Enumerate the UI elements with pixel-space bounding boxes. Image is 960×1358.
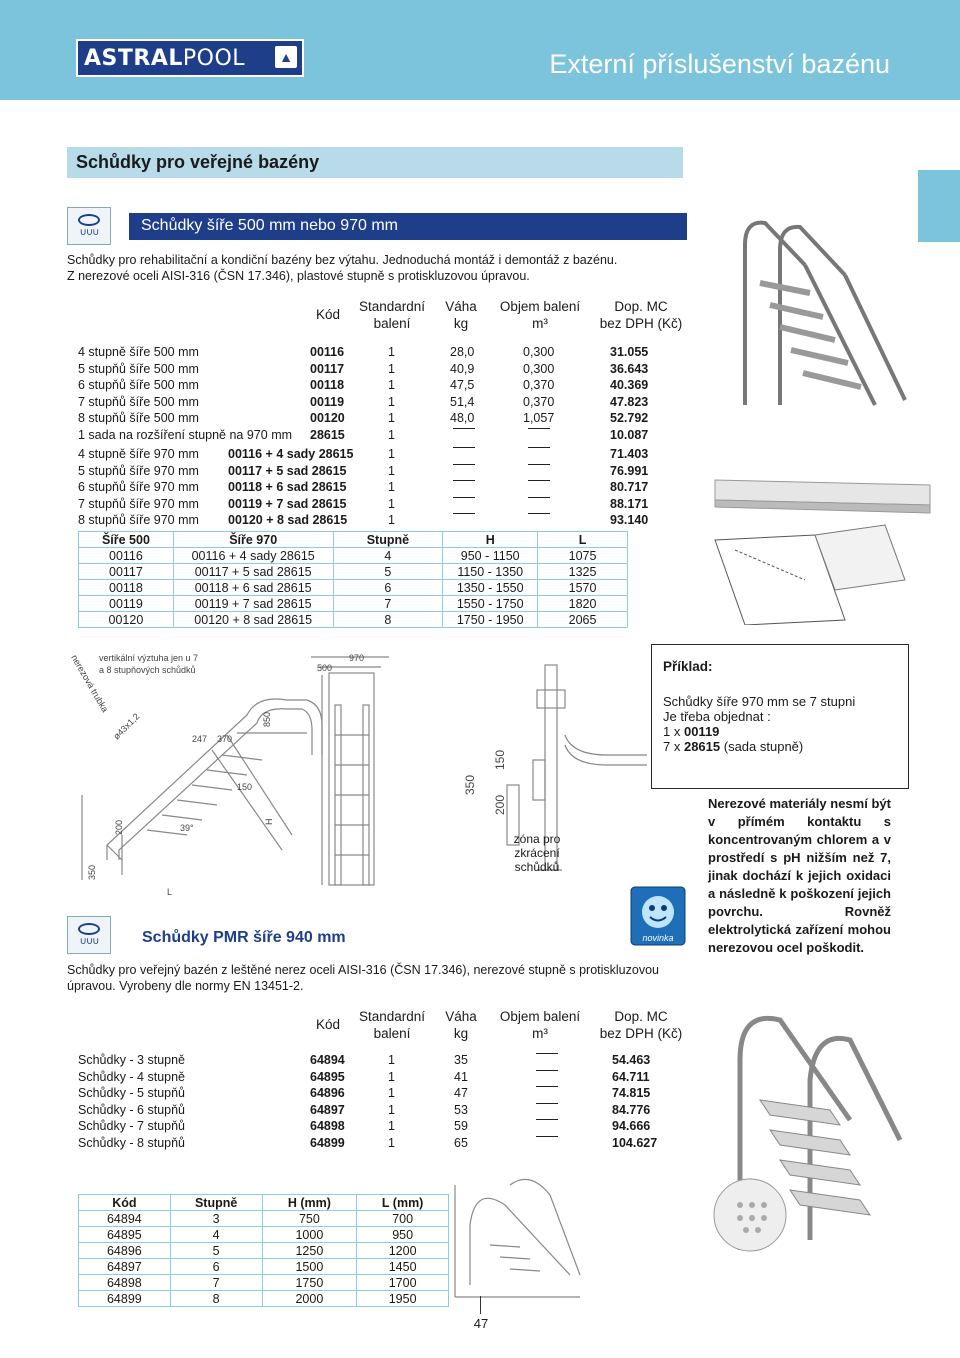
table-row [78, 497, 688, 514]
table-cell: 750 [262, 1211, 357, 1227]
table-row [78, 378, 688, 395]
cell-weight: 53 [454, 1102, 468, 1117]
cell-code: 64895 [310, 1069, 345, 1084]
dim-150: 150 [237, 782, 253, 792]
cell-volume: 0,300 [523, 361, 555, 376]
th-kod: Kód [315, 307, 341, 322]
table-row [78, 1119, 688, 1136]
astralpool-logo [76, 39, 304, 77]
table-cell: 2065 [538, 612, 628, 628]
column-header: Šíře 500 [79, 532, 174, 548]
dim-150b: 150 [493, 749, 507, 770]
subsection-1-heading [67, 205, 687, 247]
cell-weight: 48,0 [450, 411, 475, 425]
th-standard: Standardní balení [358, 299, 426, 331]
section-title: Schůdky pro veřejné bazény [76, 152, 320, 172]
table-cell: 7 [170, 1275, 262, 1291]
table-cell: 950 - 1150 [443, 548, 538, 564]
cell-name: 7 stupňů šíře 970 mm [78, 496, 199, 511]
column-header: H [443, 532, 538, 548]
dim-200: 200 [114, 819, 124, 835]
table-cell: 00118 + 6 sad 28615 [173, 580, 333, 596]
table-row [78, 1136, 688, 1153]
table-row [78, 447, 688, 464]
cell-code: 00118 [310, 378, 345, 392]
subsection-2-description [67, 962, 692, 994]
table-cell: 1325 [538, 564, 628, 580]
subsection-2-title: Schůdky PMR šíře 940 mm [142, 929, 346, 946]
cell-pack: 1 [388, 447, 395, 461]
table-cell: 1950 [357, 1291, 449, 1307]
cell-pack: 1 [388, 345, 395, 359]
table-row [79, 1259, 449, 1275]
cell-name: 6 stupňů šíře 500 mm [78, 378, 199, 392]
cell-volume: 0,370 [523, 378, 555, 392]
warning-text: Nerezové materiály nesmí být v přímém kontaktu s koncentrovaným chlorem a v prostředí s pH nižším než 7, jinak dochází k jejich oxidaci a následně k poškození jejich povrchu. Rovněž elektrolytická zařízení mohou nerezovou ocel poškodit. [708, 796, 891, 955]
label-zone-1: zóna pro [513, 832, 561, 846]
column-header: Kód [79, 1195, 171, 1211]
cell-name: 6 stupňů šíře 970 mm [78, 480, 199, 494]
cell-price: 40.369 [610, 378, 649, 392]
cell-pack: 1 [388, 378, 395, 392]
table-cell: 00120 + 8 sad 28615 [173, 612, 333, 628]
cell-pack: 1 [388, 1102, 395, 1117]
dim-tube: ø43x1,2 [111, 711, 142, 742]
cell-weight: 28,0 [450, 345, 475, 359]
cell-pack: 1 [388, 394, 395, 409]
label-rib-2: a 8 stupňových schůdků [99, 665, 196, 675]
th2-kod: Kód [315, 1017, 341, 1032]
example-line-2: Je třeba objednat : [663, 709, 771, 724]
cell-pack: 1 [388, 411, 395, 425]
cell-name: 4 stupně šíře 500 mm [78, 345, 199, 359]
label-zone-3: schůdků [514, 860, 560, 874]
cell-weight: 35 [454, 1053, 468, 1067]
cell-name: Schůdky - 7 stupňů [78, 1119, 186, 1133]
table-row [78, 428, 688, 445]
dim-350b: 350 [463, 774, 477, 795]
table-row [78, 480, 688, 497]
table-cell: 00120 [79, 612, 174, 628]
table-row [78, 513, 688, 530]
table-row [78, 1086, 688, 1103]
cell-name: 5 stupňů šíře 500 mm [78, 361, 199, 376]
cell-code: 64894 [310, 1053, 345, 1067]
cell-code: 00120 [310, 411, 345, 425]
pool-icon: ∪∪∪ [67, 207, 111, 245]
label-rib-1: vertikální výztuha jen u 7 [99, 653, 199, 663]
table-cell: 2000 [262, 1291, 357, 1307]
table-cell: 8 [333, 612, 443, 628]
cell-price: 52.792 [610, 411, 649, 425]
table-row [78, 345, 688, 362]
cell-code: 00116 + 4 sady 28615 [228, 447, 354, 461]
cell-name: 5 stupňů šíře 970 mm [78, 463, 199, 478]
cell-price: 80.717 [610, 480, 649, 494]
table-cell: 1200 [357, 1243, 449, 1259]
cell-name: Schůdky - 3 stupně [78, 1053, 186, 1067]
dim-200b: 200 [493, 794, 507, 815]
cell-weight: 40,9 [450, 361, 475, 376]
table-cell: 4 [170, 1227, 262, 1243]
table-cell: 1570 [538, 580, 628, 596]
cell-name: Schůdky - 5 stupňů [78, 1086, 186, 1100]
subsection-1-description [67, 252, 686, 284]
table-cell: 64896 [79, 1243, 171, 1259]
badge-label: novinka [642, 933, 674, 943]
desc2-line-1: Schůdky pro veřejný bazén z leštěné nerez oceli AISI-316 (ČSN 17.346), nerezové stupně s protiskluzovou [67, 963, 659, 977]
table-cell: 1700 [357, 1275, 449, 1291]
cell-code: 64896 [310, 1086, 345, 1100]
cell-price: 94.666 [612, 1119, 651, 1133]
table-cell: 64894 [79, 1211, 171, 1227]
table-cell: 1550 - 1750 [443, 596, 538, 612]
cell-price: 84.776 [612, 1102, 651, 1117]
table-cell: 1350 - 1550 [443, 580, 538, 596]
cell-price: 71.403 [610, 447, 649, 461]
table-cell: 1750 - 1950 [443, 612, 538, 628]
column-header: Stupně [333, 532, 443, 548]
cell-pack: 1 [388, 496, 395, 511]
pmr-ladder-photo [700, 1000, 910, 1280]
th2-standard: Standardní balení [358, 1009, 426, 1041]
label-zone-2: zkrácení [514, 846, 560, 860]
table-row [79, 548, 628, 564]
table-cell: 1450 [357, 1259, 449, 1275]
th-volume: Objem balení m³ [499, 299, 581, 331]
table-cell: 1750 [262, 1275, 357, 1291]
table-cell: 64897 [79, 1259, 171, 1275]
cell-code: 00118 + 6 sad 28615 [228, 480, 347, 494]
table-cell: 64899 [79, 1291, 171, 1307]
table-cell: 1000 [262, 1227, 357, 1243]
cell-name: 4 stupně šíře 970 mm [78, 447, 199, 461]
table-cell: 700 [357, 1211, 449, 1227]
cell-name: Schůdky - 6 stupňů [78, 1102, 186, 1117]
cell-volume: 1,057 [523, 411, 555, 425]
table-cell: 00119 [79, 596, 174, 612]
cell-weight: 65 [454, 1135, 468, 1150]
cell-price: 93.140 [610, 513, 649, 527]
table-row [78, 464, 688, 481]
cell-pack: 1 [388, 361, 395, 376]
cell-pack: 1 [388, 1086, 395, 1100]
table-cell: 3 [170, 1211, 262, 1227]
logo-thin: POOL [182, 45, 246, 71]
cell-weight: 59 [454, 1119, 468, 1133]
example-line-3: 1 x 00119 [663, 724, 720, 739]
cell-code: 00119 + 7 sad 28615 [228, 496, 347, 511]
table-cell: 5 [170, 1243, 262, 1259]
dim-l: L [167, 887, 173, 897]
cell-price: 36.643 [610, 361, 649, 376]
table-cell: 00116 + 4 sady 28615 [173, 548, 333, 564]
th2-price: Dop. MC bez DPH (Kč) [599, 1009, 683, 1041]
cell-name: Schůdky - 4 stupně [78, 1069, 186, 1084]
th-weight: Váha kg [445, 299, 477, 331]
cell-name: Schůdky - 8 stupňů [78, 1135, 186, 1150]
table-cell: 6 [170, 1259, 262, 1275]
table-cell: 8 [170, 1291, 262, 1307]
table-row [79, 564, 628, 580]
cell-name: 1 sada na rozšíření stupně na 970 mm [78, 428, 293, 442]
table-cell: 00117 [79, 564, 174, 580]
table-row [79, 1211, 449, 1227]
cell-pack: 1 [388, 480, 395, 494]
th-price: Dop. MC bez DPH (Kč) [599, 299, 683, 331]
example-line-4: 7 x 28615 (sada stupně) [663, 739, 804, 754]
cell-price: 10.087 [610, 428, 649, 442]
th2-weight: Váha kg [445, 1009, 477, 1041]
page-header [0, 0, 960, 100]
table-row [79, 1243, 449, 1259]
cell-weight: 47 [454, 1086, 468, 1100]
logo-bold: ASTRAL [84, 45, 183, 71]
table-row [78, 395, 688, 412]
table-cell: 00118 [79, 580, 174, 596]
page-number: 47 [473, 1316, 489, 1331]
cell-price: 74.815 [612, 1086, 651, 1100]
step-extension-drawing [705, 465, 955, 625]
cell-price: 104.627 [612, 1135, 658, 1150]
table-cell: 1820 [538, 596, 628, 612]
cell-volume: 0,300 [523, 345, 555, 359]
table-cell: 1500 [262, 1259, 357, 1275]
column-header: H (mm) [262, 1195, 357, 1211]
table-cell: 4 [333, 548, 443, 564]
section-title-bar [67, 147, 683, 178]
dim-350: 350 [87, 864, 97, 880]
desc-line-2: Z nerezové oceli AISI-316 (ČSN 17.346), plastové stupně s protiskluzovou úpravou. [67, 269, 530, 283]
column-header: Šíře 970 [173, 532, 333, 548]
cell-price: 31.055 [610, 345, 649, 359]
cell-code: 00117 [310, 361, 345, 376]
table-cell: 1075 [538, 548, 628, 564]
dim-370: 370 [217, 734, 233, 744]
table-row [79, 1227, 449, 1243]
dim-970: 970 [349, 653, 365, 663]
cell-pack: 1 [388, 1119, 395, 1133]
cell-code: 64897 [310, 1102, 345, 1117]
table-cell: 00117 + 5 sad 28615 [173, 564, 333, 580]
table-cell: 64895 [79, 1227, 171, 1243]
dim-h: H [264, 818, 274, 825]
cell-pack: 1 [388, 513, 395, 527]
dims-table-2 [78, 1194, 449, 1307]
dim-39deg: 39° [180, 823, 194, 833]
table-cell: 1150 - 1350 [443, 564, 538, 580]
desc-line-1: Schůdky pro rehabilitační a kondiční bazény bez výtahu. Jednoduchá montáž i demontáž z bazénu. [67, 253, 618, 267]
cell-name: 7 stupňů šíře 500 mm [78, 394, 199, 409]
example-title: Příklad: [663, 659, 713, 674]
cell-name: 8 stupňů šíře 970 mm [78, 513, 199, 527]
table-cell: 6 [333, 580, 443, 596]
table-row [79, 596, 628, 612]
dim-850: 850 [262, 711, 272, 727]
cell-pack: 1 [388, 1053, 395, 1067]
label-tube: nerezová trubka [69, 653, 111, 714]
th2-volume: Objem balení m³ [499, 1009, 581, 1041]
desc2-line-2: úpravou. Vyrobeny dle normy EN 13451-2. [67, 979, 304, 993]
table-row [78, 1103, 688, 1120]
table-row [78, 411, 688, 428]
table-cell: 5 [333, 564, 443, 580]
cell-code: 00120 + 8 sad 28615 [228, 513, 348, 527]
cell-volume: 0,370 [523, 394, 555, 409]
example-line-1: Schůdky šíře 970 mm se 7 stupni [663, 694, 856, 709]
cell-code: 64898 [310, 1119, 345, 1133]
cell-code: 64899 [310, 1135, 345, 1150]
dim-247: 247 [192, 734, 208, 744]
table-cell: 00119 + 7 sad 28615 [173, 596, 333, 612]
table-cell: 7 [333, 596, 443, 612]
page-number-rule [480, 1296, 481, 1314]
cell-price: 54.463 [612, 1053, 651, 1067]
pool-icon-2: ∪∪∪ [67, 916, 111, 954]
cell-price: 47.823 [610, 394, 649, 409]
table-row [78, 1053, 688, 1070]
table-cell: 950 [357, 1227, 449, 1243]
table-row [79, 1275, 449, 1291]
dims-table-1 [78, 531, 628, 628]
cell-pack: 1 [388, 1135, 395, 1150]
column-header: L [538, 532, 628, 548]
table-row [79, 580, 628, 596]
logo-mark-icon: ▲ [275, 46, 297, 68]
cell-pack: 1 [388, 463, 395, 478]
column-header: Stupně [170, 1195, 262, 1211]
cell-name: 8 stupňů šíře 500 mm [78, 411, 199, 425]
cell-code: 00117 + 5 sad 28615 [228, 463, 347, 478]
cell-code: 00116 [310, 345, 345, 359]
cell-code: 00119 [310, 394, 345, 409]
dim-500: 500 [317, 663, 333, 673]
page-title: Externí příslušenství bazénu [549, 49, 890, 79]
side-tab [918, 170, 960, 242]
pmr-drawing [450, 1165, 595, 1305]
cell-price: 64.711 [612, 1069, 650, 1084]
example-box [651, 644, 909, 789]
table-row [79, 612, 628, 628]
cell-weight: 51,4 [450, 394, 475, 409]
cell-price: 88.171 [610, 496, 649, 511]
subsection-2-heading [67, 914, 129, 956]
cell-weight: 41 [454, 1069, 468, 1084]
table-cell: 1250 [262, 1243, 357, 1259]
table-cell: 00116 [79, 548, 174, 564]
table-row [78, 362, 688, 379]
technical-drawing [67, 645, 657, 900]
table-cell: 64898 [79, 1275, 171, 1291]
subsection-1-bar [129, 213, 687, 240]
table-row [78, 1070, 688, 1087]
novinka-badge [630, 886, 686, 946]
table-row [79, 1291, 449, 1307]
cell-price: 76.991 [610, 463, 649, 478]
cell-weight: 47,5 [450, 378, 475, 392]
cell-code: 28615 [310, 428, 345, 442]
cell-pack: 1 [388, 1069, 395, 1084]
ladder-500-photo [705, 205, 910, 420]
cell-pack: 1 [388, 428, 395, 442]
column-header: L (mm) [357, 1195, 449, 1211]
subsection-1-title: Schůdky šíře 500 mm nebo 970 mm [141, 217, 399, 234]
